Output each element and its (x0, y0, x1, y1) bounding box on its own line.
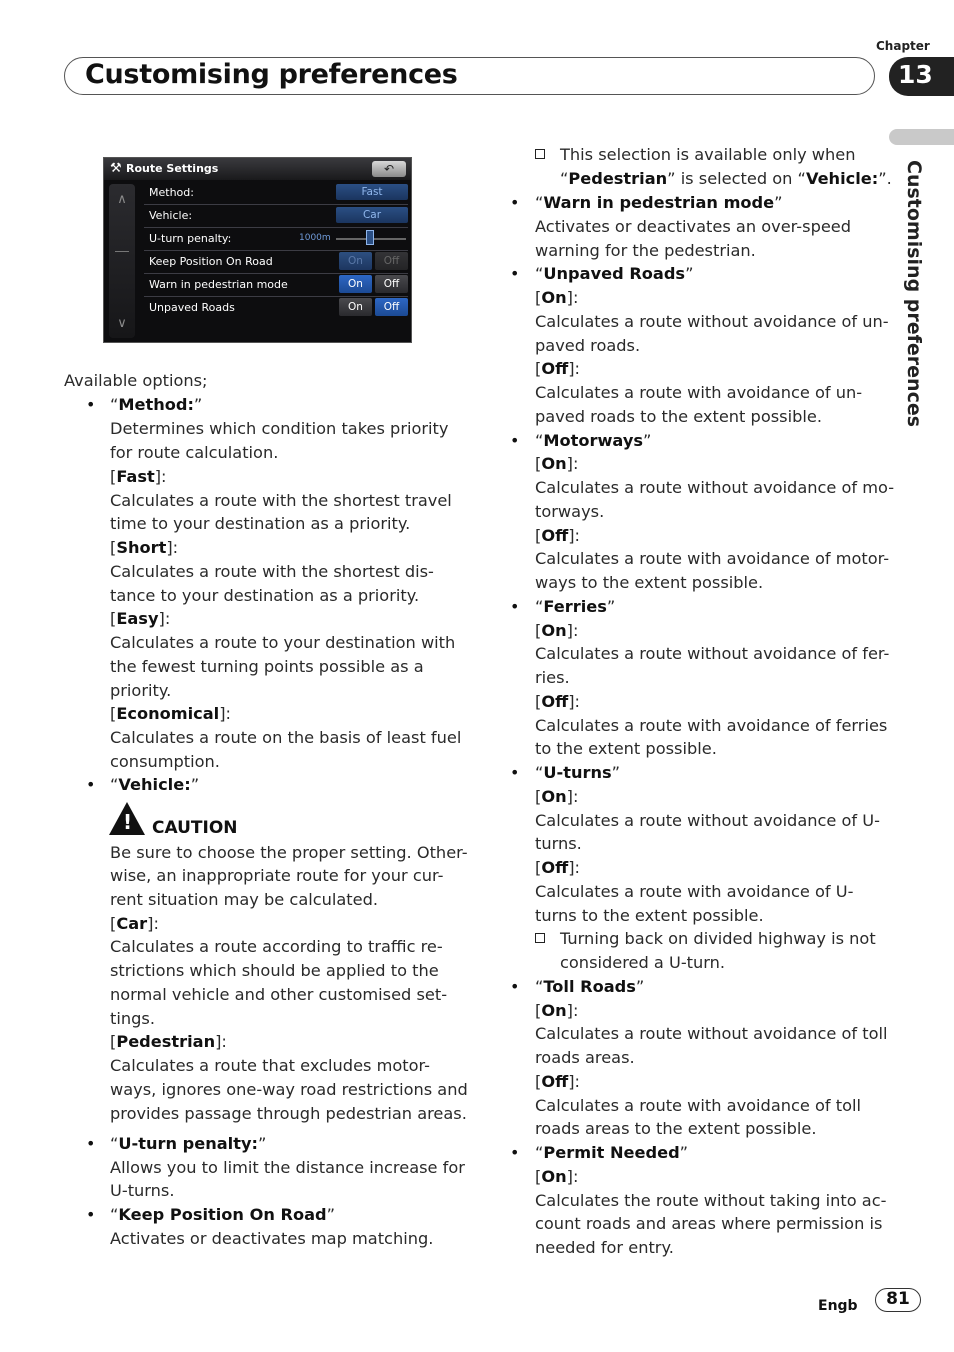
option-method: “Method:” (110, 395, 203, 414)
note-checkbox-icon (535, 933, 545, 943)
scroll-down-icon: ∨ (117, 316, 127, 331)
option-name: U-turns (543, 763, 612, 782)
caution-line: rent situation may be calculated. (110, 890, 379, 909)
on-button: On (339, 275, 372, 293)
option-name: Motorways (543, 431, 644, 450)
off-label: [Off]: (535, 692, 580, 711)
desc-line: Calculates a route with avoidance of ferries (535, 716, 888, 735)
desc-line: provides passage through pedestrian areas. (110, 1104, 467, 1123)
option-keep-position: “Keep Position On Road” (110, 1205, 335, 1224)
option-name: Warn in pedestrian mode (543, 193, 775, 212)
desc-line: time to your destination as a priority. (110, 514, 411, 533)
desc-line: Calculates a route with avoidance of toll (535, 1096, 862, 1115)
desc-line: paved roads to the extent possible. (535, 407, 822, 426)
option-name: Ferries (543, 597, 607, 616)
desc-line: tings. (110, 1009, 155, 1028)
bullet-icon: • (510, 763, 520, 782)
sub-option-name: Short (116, 538, 167, 557)
screen-scrollbar (109, 184, 135, 338)
desc-line: needed for entry. (535, 1238, 674, 1257)
bullet-icon: • (510, 193, 520, 212)
caution-title: CAUTION (152, 818, 238, 838)
desc-line: to the extent possible. (535, 739, 717, 758)
bullet-icon: • (510, 431, 520, 450)
note-line: This selection is available only when (560, 145, 856, 164)
on-label: [On]: (535, 621, 579, 640)
sub-option-name: Economical (116, 704, 220, 723)
sub-option-economical: [Economical]: (110, 704, 232, 723)
desc-line: for route calculation. (110, 443, 279, 462)
off-text: Off (541, 692, 569, 711)
bullet-icon: • (86, 1205, 96, 1224)
caution-line: Be sure to choose the proper setting. Other- (110, 843, 468, 862)
option-name: Toll Roads (543, 977, 636, 996)
on-text: On (541, 1167, 567, 1186)
desc-line: Calculates a route with avoidance of U- (535, 882, 854, 901)
row-label: Warn in pedestrian mode (149, 278, 288, 291)
desc-line: Calculates a route on the basis of least fuel (110, 728, 462, 747)
page-title: Customising preferences (85, 59, 458, 90)
screen-row-uturn-penalty (144, 227, 408, 251)
sub-option-easy: [Easy]: (110, 609, 171, 628)
note-line: Turning back on divided highway is not (560, 929, 876, 948)
off-button: Off (375, 298, 408, 316)
on-label: [On]: (535, 454, 579, 473)
page-number: 81 (875, 1288, 921, 1312)
desc-line: Calculates a route without avoidance of mo- (535, 478, 895, 497)
desc-line: the fewest turning points possible as a (110, 657, 424, 676)
uturn-penalty-value: 1000m (299, 233, 331, 243)
side-section-label: Customising preferences (903, 160, 925, 428)
note-checkbox-icon (535, 149, 545, 159)
on-label: [On]: (535, 1167, 579, 1186)
note-line: considered a U-turn. (560, 953, 726, 972)
desc-line: consumption. (110, 752, 220, 771)
desc-line: Activates or deactivates an over-speed (535, 217, 852, 236)
sub-option-name: Fast (116, 467, 155, 486)
option-uturns: “U-turns” (535, 763, 621, 782)
slider-knob (366, 230, 374, 245)
exclamation-icon: ! (123, 810, 133, 834)
sub-option-name: Easy (116, 609, 159, 628)
desc-line: U-turns. (110, 1181, 175, 1200)
quote-open: “ (560, 169, 569, 188)
desc-line: warning for the pedestrian. (535, 241, 756, 260)
desc-line: strictions which should be applied to the (110, 961, 439, 980)
desc-line: tance to your destination as a priority. (110, 586, 420, 605)
option-vehicle: “Vehicle:” (110, 775, 200, 794)
on-text: On (541, 454, 567, 473)
off-text: Off (541, 1072, 569, 1091)
desc-line: count roads and areas where permission is (535, 1214, 883, 1233)
note-bold: Vehicle: (805, 169, 879, 188)
vehicle-value-button: Car (336, 207, 408, 223)
off-label: [Off]: (535, 359, 580, 378)
sub-option-name: Pedestrian (116, 1032, 216, 1051)
quote-close: ”. (878, 169, 892, 188)
chapter-number: 13 (898, 60, 933, 89)
sub-option-fast: [Fast]: (110, 467, 167, 486)
option-warn-pedestrian: “Warn in pedestrian mode” (535, 193, 783, 212)
desc-line: Calculates a route without avoidance of toll (535, 1024, 888, 1043)
desc-line: turns. (535, 834, 582, 853)
caution-line: wise, an inappropriate route for your cur- (110, 866, 444, 885)
option-name: Permit Needed (543, 1143, 680, 1162)
desc-line: Activates or deactivates map matching. (110, 1229, 434, 1248)
option-unpaved: “Unpaved Roads” (535, 264, 694, 283)
settings-tools-icon: ⚒ (110, 161, 122, 176)
on-label: [On]: (535, 787, 579, 806)
sub-option-name: Car (116, 914, 148, 933)
option-uturn-penalty: “U-turn penalty:” (110, 1134, 267, 1153)
bullet-icon: • (86, 775, 96, 794)
desc-line: ways, ignores one-way road restrictions and (110, 1080, 468, 1099)
on-label: [On]: (535, 288, 579, 307)
note-mid: ” is selected on “ (667, 169, 806, 188)
option-name: Method: (118, 395, 194, 414)
bullet-icon: • (510, 597, 520, 616)
option-name: Keep Position On Road (118, 1205, 327, 1224)
row-label: Vehicle: (149, 209, 193, 222)
desc-line: ries. (535, 668, 570, 687)
desc-line: Allows you to limit the distance increase for (110, 1158, 465, 1177)
note-line (560, 167, 892, 191)
desc-line: roads areas to the extent possible. (535, 1119, 817, 1138)
option-permit-needed: “Permit Needed” (535, 1143, 689, 1162)
desc-line: Calculates a route according to traffic re- (110, 937, 443, 956)
desc-line: roads areas. (535, 1048, 635, 1067)
desc-line: Calculates a route without avoidance of un- (535, 312, 889, 331)
off-label: [Off]: (535, 1072, 580, 1091)
on-text: On (541, 787, 567, 806)
sub-option-car: [Car]: (110, 914, 159, 933)
option-motorways: “Motorways” (535, 431, 652, 450)
desc-line: Calculates a route to your destination with (110, 633, 456, 652)
intro-text: Available options; (64, 371, 208, 390)
desc-line: Calculates a route with the shortest dis- (110, 562, 434, 581)
option-name: U-turn penalty: (118, 1134, 258, 1153)
on-button: On (339, 252, 372, 270)
desc-line: normal vehicle and other customised set- (110, 985, 448, 1004)
sub-option-short: [Short]: (110, 538, 179, 557)
desc-line: Calculates a route without avoidance of U- (535, 811, 880, 830)
note-bold: Pedestrian (568, 169, 668, 188)
option-name: Unpaved Roads (543, 264, 686, 283)
screen-row-warn-pedestrian (144, 273, 408, 297)
desc-line: Calculates a route that excludes motor- (110, 1056, 431, 1075)
option-name: Vehicle: (118, 775, 191, 794)
method-value-button: Fast (336, 184, 408, 200)
chapter-label: Chapter (876, 39, 930, 53)
desc-line: paved roads. (535, 336, 641, 355)
option-ferries: “Ferries” (535, 597, 616, 616)
language-code: Engb (818, 1298, 858, 1314)
screen-row-keep-position (144, 250, 408, 274)
scroll-position-mark (115, 251, 129, 252)
screen-titlebar (104, 158, 411, 180)
row-label: Unpaved Roads (149, 301, 235, 314)
off-button: Off (375, 275, 408, 293)
off-label: [Off]: (535, 858, 580, 877)
desc-line: Determines which condition takes priority (110, 419, 449, 438)
screen-row-unpaved (144, 296, 408, 319)
desc-line: Calculates a route with avoidance of motor- (535, 549, 890, 568)
on-text: On (541, 1001, 567, 1020)
off-text: Off (541, 526, 569, 545)
back-arrow-icon: ↶ (372, 161, 406, 177)
on-text: On (541, 621, 567, 640)
bullet-icon: • (86, 395, 96, 414)
off-text: Off (541, 359, 569, 378)
row-label: Keep Position On Road (149, 255, 273, 268)
option-toll-roads: “Toll Roads” (535, 977, 645, 996)
bullet-icon: • (510, 1143, 520, 1162)
off-label: [Off]: (535, 526, 580, 545)
route-settings-screenshot (103, 157, 412, 343)
desc-line: Calculates a route with avoidance of un- (535, 383, 863, 402)
off-text: Off (541, 858, 569, 877)
row-label: U-turn penalty: (149, 232, 232, 245)
row-label: Method: (149, 186, 194, 199)
desc-line: priority. (110, 681, 172, 700)
on-text: On (541, 288, 567, 307)
on-label: [On]: (535, 1001, 579, 1020)
sub-option-pedestrian: [Pedestrian]: (110, 1032, 227, 1051)
desc-line: Calculates a route without avoidance of fer- (535, 644, 890, 663)
desc-line: Calculates a route with the shortest travel (110, 491, 452, 510)
on-button: On (339, 298, 372, 316)
bullet-icon: • (86, 1134, 96, 1153)
bullet-icon: • (510, 264, 520, 283)
desc-line: turns to the extent possible. (535, 906, 764, 925)
screen-row-method (144, 181, 408, 205)
off-button: Off (375, 252, 408, 270)
scroll-up-icon: ∧ (117, 192, 127, 207)
side-tab-bar (889, 129, 954, 145)
desc-line: ways to the extent possible. (535, 573, 764, 592)
desc-line: torways. (535, 502, 605, 521)
desc-line: Calculates the route without taking into ac- (535, 1191, 887, 1210)
bullet-icon: • (510, 977, 520, 996)
screen-row-vehicle (144, 204, 408, 228)
screen-title: Route Settings (126, 162, 219, 175)
